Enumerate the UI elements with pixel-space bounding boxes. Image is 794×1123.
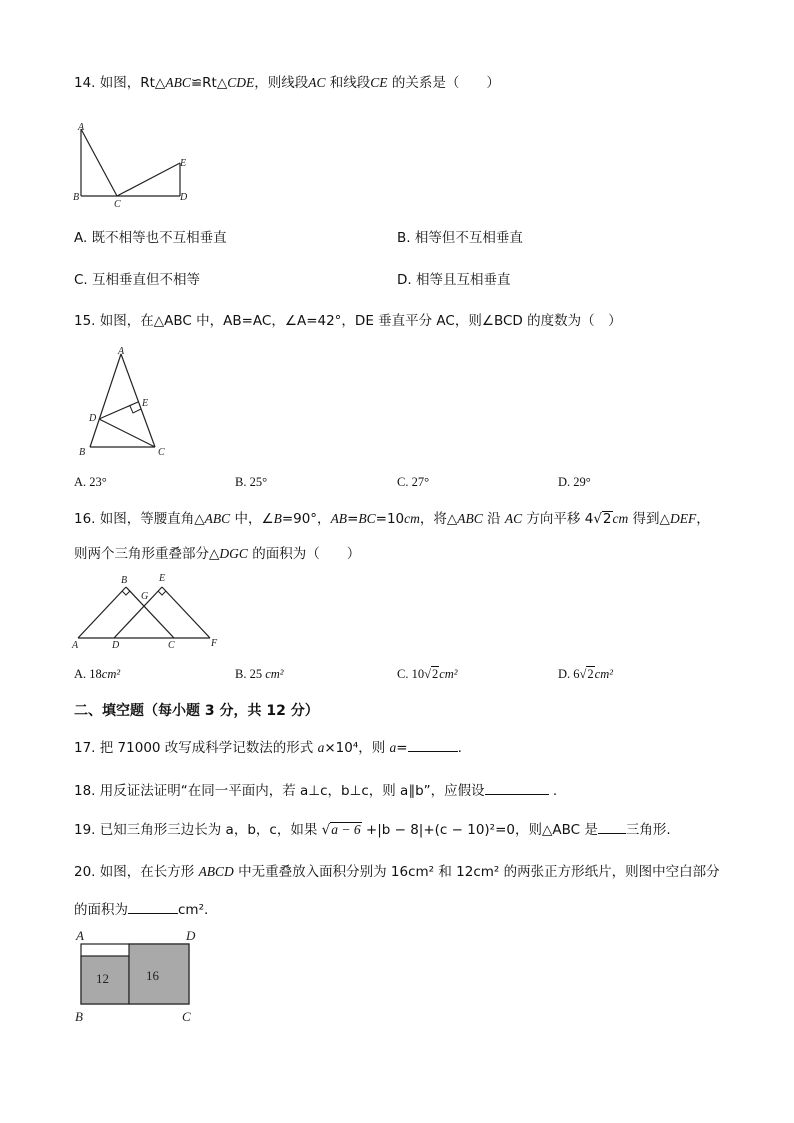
- q15-option-d: D. 29°: [558, 475, 591, 489]
- q20-label-b: B: [75, 1009, 83, 1024]
- q17-question: 17. 把 71000 改写成科学记数法的形式 a×10⁴，则 a= .: [74, 740, 462, 756]
- q18-question: 18. 用反证法证明“在同一平面内，若 a⊥c，b⊥c，则 a∥b”，应假设 .: [74, 783, 558, 799]
- q16-label-f: F: [211, 638, 218, 649]
- q14-question: 14. 如图，Rt△ABC≌Rt△CDE，则线段AC 和线段CE 的关系是（ ）: [74, 75, 500, 91]
- q14-label-b: B: [73, 192, 80, 203]
- q14-option-a: A. 既不相等也不互相垂直: [74, 230, 227, 246]
- q17-answer-blank[interactable]: [408, 738, 458, 752]
- q15-question: 15. 如图，在△ABC 中，AB=AC，∠A=42°，DE 垂直平分 AC，则∠BCD 的度数为（ ）: [74, 313, 622, 329]
- q16-label-g: G: [141, 591, 149, 602]
- q14-option-d: D. 相等且互相垂直: [397, 272, 511, 288]
- q16-label-d: D: [112, 640, 120, 651]
- q20-figure: [70, 926, 210, 1026]
- q15-label-d: D: [89, 413, 97, 424]
- q20-answer-blank[interactable]: [128, 900, 178, 914]
- q16-label-a: A: [72, 640, 79, 651]
- q19-answer-blank[interactable]: [598, 820, 626, 834]
- section-title: 二、填空题（每小题 3 分，共 12 分）: [74, 703, 319, 719]
- q16-label-e: E: [159, 573, 166, 584]
- q20-label-d: D: [186, 928, 196, 943]
- q16-figure: [70, 572, 230, 651]
- q18-answer-blank[interactable]: [485, 781, 549, 795]
- q15-option-c: C. 27°: [397, 475, 430, 489]
- q20-label-c: C: [182, 1009, 191, 1024]
- q16-question-line1: 16. 如图，等腰直角△ABC 中，∠B=90°，AB=BC=10cm，将△ABC 沿 AC 方向平移 4√2cm 得到△DEF，: [74, 511, 710, 527]
- q15-label-c: C: [158, 447, 165, 458]
- q14-label-e: E: [180, 158, 187, 169]
- q15-label-e: E: [142, 398, 149, 409]
- q16-label-c: C: [168, 640, 175, 651]
- q14-figure: [70, 120, 190, 210]
- q20-question-line2: 的面积为 cm².: [74, 902, 209, 918]
- q14-option-c: C. 互相垂直但不相等: [74, 272, 201, 288]
- q15-label-a: A: [118, 346, 125, 357]
- q14-option-b: B. 相等但不互相垂直: [397, 230, 523, 246]
- q16-option-c: C. 10√2cm²: [397, 667, 458, 681]
- q15-option-a: A. 23°: [74, 475, 107, 489]
- q14-label-d: D: [180, 192, 188, 203]
- q15-option-b: B. 25°: [235, 475, 268, 489]
- square-16-label: 16: [146, 968, 159, 983]
- q16-question-line2: 则两个三角形重叠部分△DGC 的面积为（ ）: [74, 546, 361, 562]
- q20-question-line1: 20. 如图，在长方形 ABCD 中无重叠放入面积分别为 16cm² 和 12cm² 的两张正方形纸片，则图中空白部分: [74, 864, 720, 880]
- q16-option-d: D. 6√2cm²: [558, 667, 613, 681]
- q16-option-a: A. 18cm²: [74, 667, 121, 681]
- q16-label-b: B: [121, 575, 128, 586]
- q16-option-b: B. 25 cm²: [235, 667, 284, 681]
- q15-figure: [75, 344, 175, 464]
- q14-label-c: C: [114, 199, 121, 210]
- q19-question: 19. 已知三角形三边长为 a，b，c，如果 √a − 6 +|b − 8|+(c − 10)²=0，则△ABC 是 三角形.: [74, 822, 671, 838]
- q15-label-b: B: [79, 447, 86, 458]
- square-16: [129, 944, 189, 1004]
- q14-label-a: A: [78, 122, 85, 133]
- square-12-label: 12: [96, 971, 109, 986]
- q20-label-a: A: [76, 928, 84, 943]
